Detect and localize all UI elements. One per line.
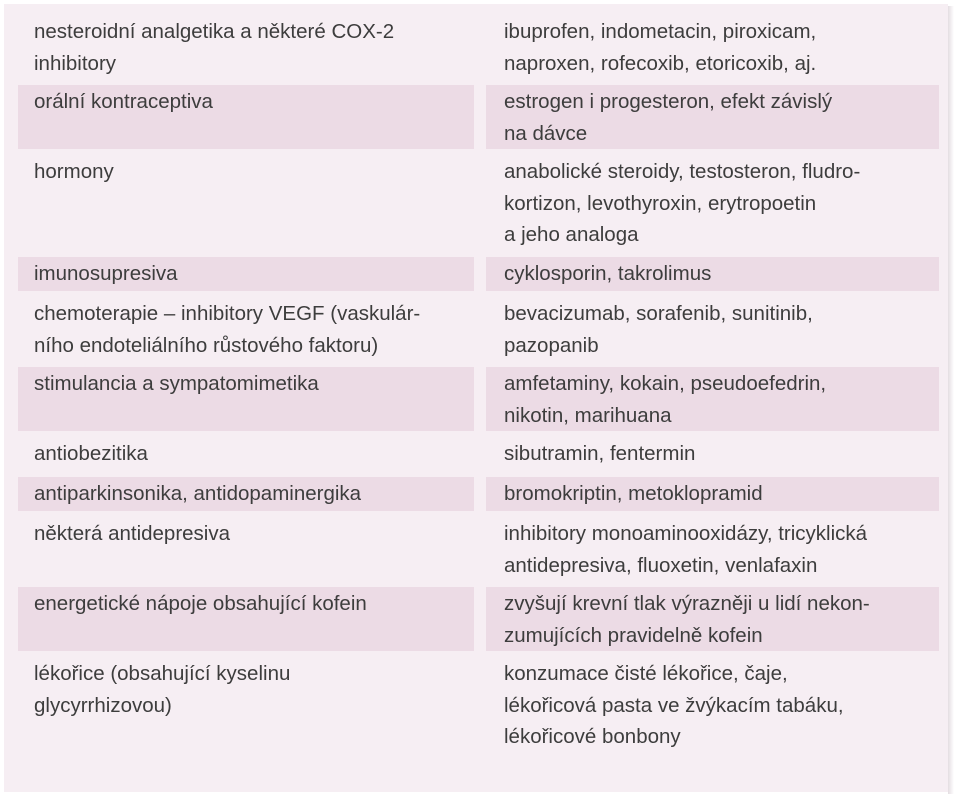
drug-class-cell: lékořice (obsahující kyselinu glycyrrhizovou) [34,662,291,717]
table-row [4,587,948,651]
table-row [4,477,948,511]
drug-class-cell: imunosupresiva [18,257,474,291]
drug-examples-cell: bevacizumab, sorafenib, sunitinib, pazopanib [504,302,813,357]
table-row [4,517,948,581]
drug-class-cell: energetické nápoje obsahující kofein [18,587,474,651]
drug-examples-cell: estrogen i progesteron, efekt závislý na dávce [486,85,939,149]
drug-examples-cell: inhibitory monoaminooxidázy, tricyklická antidepresiva, fluoxetin, venlafaxin [504,522,868,577]
drug-examples-cell: sibutramin, fentermin [504,442,696,465]
drug-class-cell: stimulancia a sympatomimetika [18,367,474,431]
panel-shadow [948,6,954,794]
drug-class-cell: antiobezitika [34,442,148,465]
table-row [4,297,948,361]
table-row [4,15,948,79]
drug-examples-cell: konzumace čisté lékořice, čaje, lékořicová pasta ve žvýkacím tabáku, lékořicové bonbony [504,662,844,748]
table-row [4,155,948,251]
drug-examples-cell: cyklosporin, takrolimus [486,257,939,291]
drug-class-cell: nesteroidní analgetika a některé COX-2 inhibitory [34,20,395,75]
drug-examples-cell: amfetaminy, kokain, pseudoefedrin, nikotin, marihuana [486,367,939,431]
drug-table [4,4,948,792]
drug-class-cell: hormony [34,160,114,183]
table-row [4,367,948,431]
table-row [4,657,948,753]
drug-class-cell: antiparkinsonika, antidopaminergika [18,477,474,511]
table-row [4,437,948,471]
drug-examples-cell: zvyšují krevní tlak výrazněji u lidí nekon- zumujících pravidelně kofein [486,587,939,651]
table-row [4,257,948,291]
table-row [4,85,948,149]
drug-class-cell: chemoterapie – inhibitory VEGF (vaskulár- ního endoteliálního růstového faktoru) [34,302,421,357]
drug-class-cell: orální kontraceptiva [18,85,474,149]
drug-examples-cell: bromokriptin, metoklopramid [486,477,939,511]
drug-examples-cell: ibuprofen, indometacin, piroxicam, naproxen, rofecoxib, etoricoxib, aj. [504,20,817,75]
drug-examples-cell: anabolické steroidy, testosteron, fludro- kortizon, levothyroxin, erytropoetin a jeho analoga [504,160,861,246]
drug-class-cell: některá antidepresiva [34,522,231,545]
